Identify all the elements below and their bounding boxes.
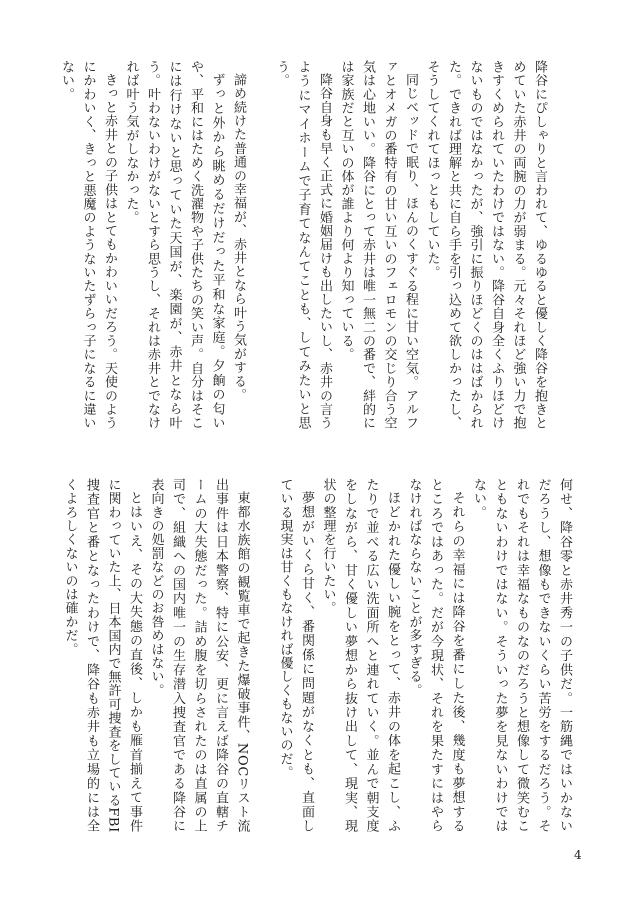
paragraph — [253, 478, 275, 833]
paragraph: 降谷自身も早く正式に婚姻届けも出したいし、赤井の言うようにマイホームで子育てなんてことも、してみたいと思う。 — [274, 60, 332, 430]
paragraph — [249, 60, 271, 430]
paragraph: ほどかれた優しい腕をとって、赤井の体を起こし、ふたりで並べる広い洗面所へと連れていく。並んで朝支度をしながら、甘く優しい夢想から抜け出して、現実、現状の整理を行いたい。 — [320, 478, 400, 833]
paragraph: 諦め続けた普通の幸福が、赤井となら叶う気がする。 — [231, 73, 246, 402]
paragraph: 何せ、降谷零と赤井秀一の子供だ。一筋縄ではいかないだろうし、想像もできないくらい苦労をするだろう。それでもそれは幸福なものなのだろうと想像して微笑むこともないわけではない。そういった夢を見ないわけではない。 — [471, 478, 572, 833]
paragraph: 同じベッドで眠り、ほんのくすぐる程に甘い空気。アルファとオメガの番特有の甘い互いのフェロモンの交じり合う空気は心地いい。降谷にとって赤井は唯一無二の番で、絆的には家族だと互いの体が誰より何より知っている。 — [338, 60, 418, 430]
upper-text-tier — [59, 60, 550, 430]
paragraph: それらの幸福には降谷を番にした後、幾度も夢想するところではあった。だが今現状、それを果たすにはやらなければならないことが多すぎる。 — [406, 478, 465, 833]
paragraph: きっと赤井との子供はとてもかわいいだろう。天使のようにかわいく、きっと悪魔のようないたずらっ子になるに違いない。 — [59, 60, 117, 430]
paragraph: 降谷にぴしゃりと言われて、ゆるゆると優しく降谷を抱きとめていた赤井の両腕の力が弱まる。元々それほど強い力で抱きすくめられていたわけではない。降谷自身全くふりほどけないものではなかったが、強引に振りほどくのははばかられた。できれば理解と共に自ら手を引っ込めて欲しかったし、そうしてくれてほっともしていた。 — [424, 60, 547, 430]
paragraph: とはいえ、その大失態の直後、しかも雁首揃えて事件に関わっていた上、日本国内で無許可捜査をしているFBI捜査官と番となったわけで、降谷も赤井も立場的には全くよろしくないのは確かだ。 — [62, 478, 142, 833]
page-number: 4 — [574, 848, 582, 862]
paragraph: ずっと外から眺めるだけだった平和な家庭。夕餉の匂いや、平和にはためく洗濯物や子供たちの笑い声。自分はそこには行けないと思っていた天国が、楽園が、赤井となら叶う。叶わないわけがないとすら思うし、それは赤井とでなければ叶う気がしなかった。 — [123, 60, 225, 430]
paragraph: 夢想がいくら甘く、番関係に問題がなくとも、直面している現実は甘くもなければ優しくもないのだ。 — [277, 478, 314, 833]
paragraph: 東都水族館の観覧車で起きた爆破事件、NOCリスト流出事件は日本警察、特に公安、更に言えば降谷の直轄チームの大失態だった。詰め腹を切らされたのは直属の上司で、組織への国内唯一の生存潜入捜査官である降谷に表向きの処罰などのお咎めはない。 — [148, 478, 250, 833]
lower-text-tier — [62, 478, 575, 833]
